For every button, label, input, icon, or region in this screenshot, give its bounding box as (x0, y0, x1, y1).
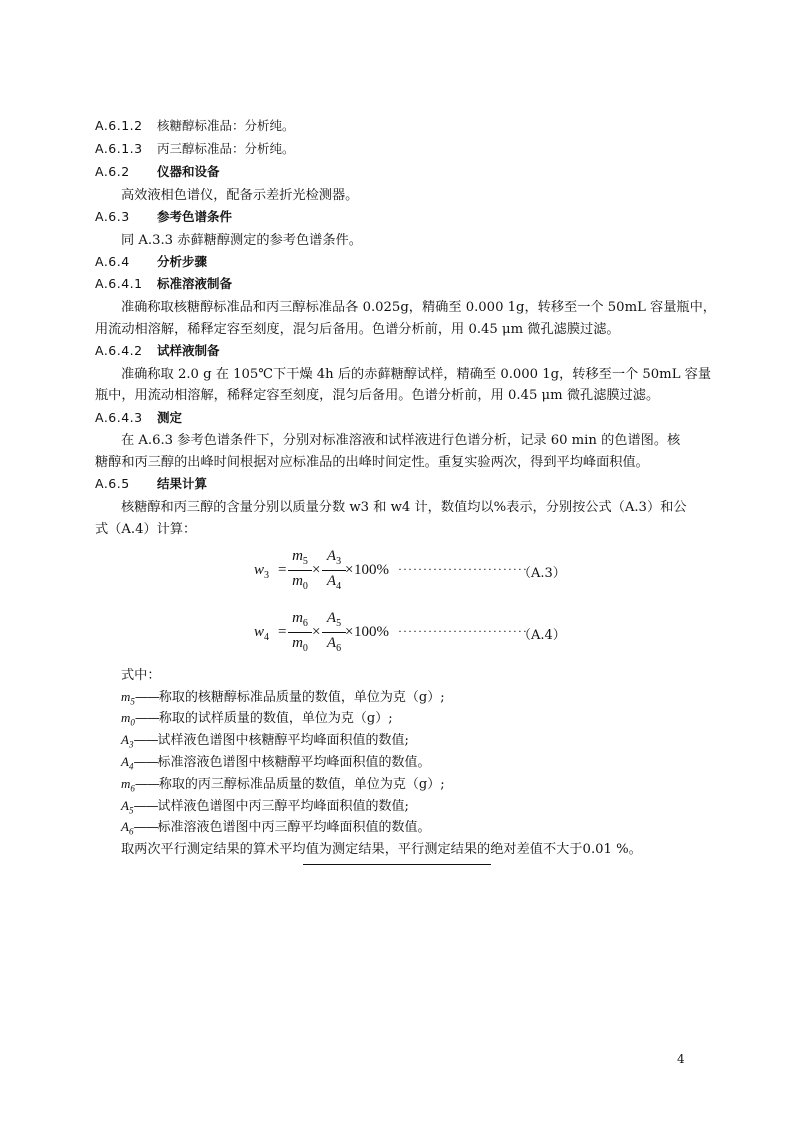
section-a612 (95, 116, 295, 134)
numerator: $m_6$ (292, 610, 308, 629)
definition-text: 试样液色谱图中丙三醇平均峰面积值的数值; (157, 799, 409, 814)
section-title: 结果计算 (157, 476, 208, 491)
symbol: $A_5$ (121, 798, 134, 816)
definition-a3 (121, 729, 409, 750)
section-text: 核糖醇标准品：分析纯。 (157, 118, 295, 133)
section-title: 试样液制备 (157, 343, 220, 358)
symbol: $A_6$ (121, 819, 134, 837)
section-a62-body: 高效液相色谱仪，配备示差折光检测器。 (121, 188, 359, 203)
definition-text: 试样液色谱图中核糖醇平均峰面积值的数值; (157, 733, 409, 748)
definition-a5 (121, 795, 409, 816)
equals-sign: = (278, 562, 287, 578)
denominator: $m_0$ (292, 573, 308, 592)
section-a65-line1: 核糖醇和丙三醇的含量分别以质量分数 w3 和 w4 计，数值均以%表示，分别按公式（A.3）和公 (121, 500, 687, 515)
definition-text: 称取的试样质量的数值，单位为克（g）; (158, 711, 393, 726)
leader-dots: ·························· (398, 562, 528, 576)
section-a642-line1: 准确称取 2.0 g 在 105℃下干燥 4h 后的赤藓糖醇试样，精确至 0.000 1g，转移至一个 50mL 容量 (121, 367, 712, 382)
definition-dash: —— (134, 777, 159, 792)
times-sign: × (312, 624, 321, 640)
section-a643-line1: 在 A.6.3 参考色谱条件下，分别对标准溶液和试样液进行色谱分析，记录 60 min 的色谱图。核 (121, 433, 681, 448)
section-number: A.6.4.3 (95, 410, 143, 425)
section-number: A.6.5 (95, 476, 130, 491)
symbol: $m_0$ (121, 710, 135, 728)
numerator: $m_5$ (292, 548, 308, 567)
times-sign: × (345, 624, 354, 640)
section-a63-body: 同 A.3.3 赤藓糖醇测定的参考色谱条件。 (121, 233, 362, 248)
section-a65-heading (95, 474, 207, 492)
section-a642-heading (95, 341, 220, 359)
fraction-bar (322, 632, 346, 633)
definition-dash: —— (134, 690, 159, 705)
times-sign: × (312, 562, 321, 578)
fraction-bar (322, 570, 346, 571)
definition-text: 称取的丙三醇标准品质量的数值，单位为克（g）; (158, 777, 445, 792)
formula-tag: （A.4） (518, 628, 566, 643)
definition-text: 标准溶液色谱图中丙三醇平均峰面积值的数值。 (157, 820, 431, 835)
section-a643-line2: 糖醇和丙三醇的出峰时间根据对应标准品的出峰时间定性。重复实验两次，得到平均峰面积值。 (95, 455, 649, 470)
end-rule (303, 864, 491, 865)
leader-dots: ·························· (398, 624, 528, 638)
formula-a4 (254, 610, 574, 660)
definition-a4 (121, 751, 430, 772)
section-a643-heading (95, 408, 182, 426)
definition-text: 标准溶液色谱图中核糖醇平均峰面积值的数值。 (157, 755, 431, 770)
section-text: 丙三醇标准品：分析纯。 (157, 141, 295, 156)
section-number: A.6.1.3 (95, 141, 143, 156)
where-label: 式中： (121, 668, 161, 683)
section-a641-line1: 准确称取核糖醇标准品和丙三醇标准品各 0.025g，精确至 0.000 1g，转移至一个 50mL 容量瓶中， (121, 300, 716, 315)
times-sign: × (345, 562, 354, 578)
definition-m6 (121, 773, 445, 794)
formula-a3 (254, 548, 574, 598)
section-a613 (95, 139, 295, 157)
section-a63-heading (95, 207, 232, 225)
definition-text: 称取的核糖醇标准品质量的数值，单位为克（g）; (158, 690, 445, 705)
symbol: $m_5$ (121, 689, 135, 707)
symbol: $m_6$ (121, 776, 135, 794)
section-title: 分析步骤 (157, 254, 208, 269)
definition-dash: —— (134, 711, 159, 726)
formula-lhs: $w_4$ (254, 624, 270, 643)
fraction-bar (288, 632, 312, 633)
section-a62-heading (95, 162, 220, 180)
section-a64-heading (95, 252, 207, 270)
section-title: 参考色谱条件 (157, 209, 233, 224)
section-number: A.6.4.2 (95, 343, 143, 358)
percent-value: 100% (354, 624, 389, 640)
definition-m5 (121, 686, 445, 707)
definition-dash: —— (133, 820, 158, 835)
percent-value: 100% (354, 562, 389, 578)
equals-sign: = (278, 624, 287, 640)
page-number: 4 (677, 1052, 685, 1066)
formula-lhs: $w_3$ (254, 562, 270, 581)
section-number: A.6.2 (95, 164, 130, 179)
denominator: $A_4$ (326, 573, 342, 592)
conclusion-text: 取两次平行测定结果的算术平均值为测定结果，平行测定结果的绝对差值不大于0.01 %。 (121, 842, 642, 857)
definition-a6 (121, 816, 430, 837)
symbol: $A_3$ (121, 732, 134, 750)
symbol: $A_4$ (121, 754, 134, 772)
definition-dash: —— (133, 799, 158, 814)
section-title: 测定 (157, 410, 183, 425)
numerator: $A_5$ (326, 610, 342, 629)
definition-m0 (121, 707, 393, 728)
fraction-bar (288, 570, 312, 571)
section-number: A.6.4 (95, 254, 130, 269)
section-title: 仪器和设备 (157, 164, 220, 179)
definition-dash: —— (133, 755, 158, 770)
formula-tag: （A.3） (518, 566, 566, 581)
denominator: $A_6$ (326, 635, 342, 654)
section-a641-heading (95, 274, 232, 292)
section-a65-line2: 式（A.4）计算： (95, 522, 197, 537)
numerator: $A_3$ (326, 548, 342, 567)
definition-dash: —— (133, 733, 158, 748)
section-a642-line2: 瓶中，用流动相溶解，稀释定容至刻度，混匀后备用。色谱分析前，用 0.45 μm 微孔滤膜过滤。 (95, 388, 660, 403)
section-title: 标准溶液制备 (157, 276, 233, 291)
section-number: A.6.4.1 (95, 276, 143, 291)
section-number: A.6.1.2 (95, 118, 143, 133)
denominator: $m_0$ (292, 635, 308, 654)
section-number: A.6.3 (95, 209, 130, 224)
section-a641-line2: 用流动相溶解，稀释定容至刻度，混匀后备用。色谱分析前，用 0.45 μm 微孔滤膜过滤。 (95, 322, 620, 337)
